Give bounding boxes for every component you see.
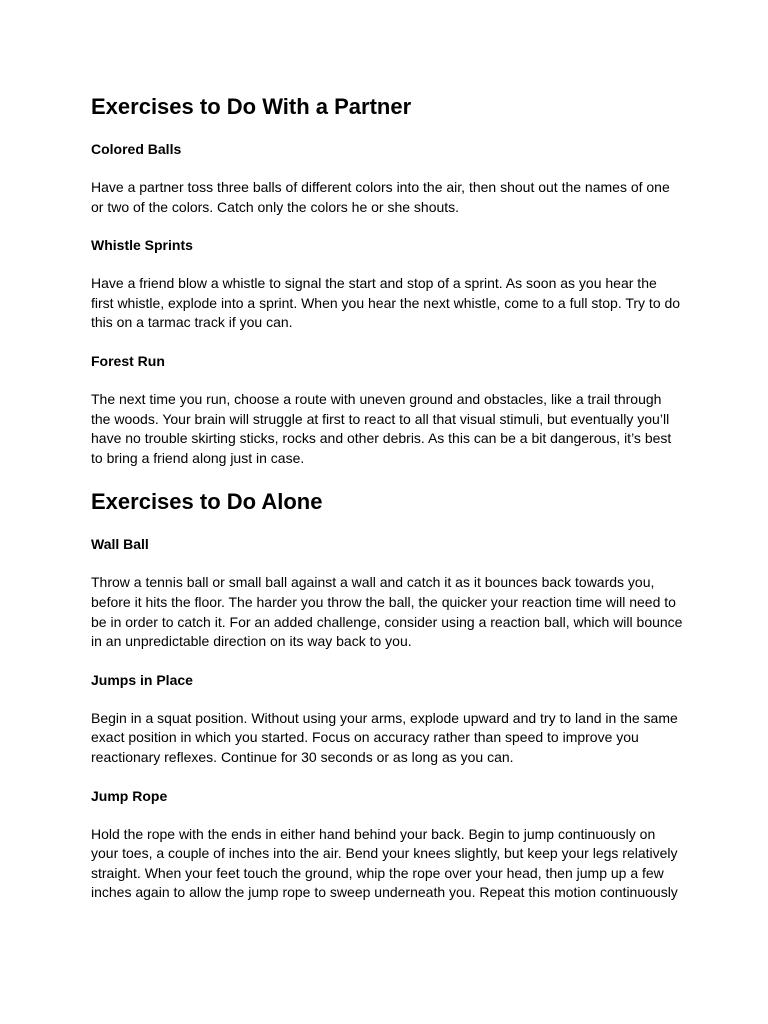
subheading-whistle-sprints: Whistle Sprints	[91, 237, 193, 254]
paragraph-whistle-sprints: Have a friend blow a whistle to signal the start and stop of a sprint. As soon as you hear the first whistle, explode into a sprint. When you hear the next whistle, come to a full stop. Try to do this on a tarmac track if you can.	[91, 275, 681, 331]
section-title-partner: Exercises to Do With a Partner	[91, 94, 412, 119]
paragraph-jump-rope: Hold the rope with the ends in either hand behind your back. Begin to jump continuously on your toes, a couple of inches into the air. Bend your knees slightly, but keep your legs relatively straight. When your feet touch the ground, whip the rope over your head, then jump up a few inches again to allow the jump rope to sweep underneath you. Repeat this motion continuously	[91, 825, 678, 901]
subheading-forest-run: Forest Run	[91, 352, 165, 369]
document-page	[91, 93, 691, 903]
subheading-colored-balls: Colored Balls	[91, 141, 182, 157]
paragraph-wall-ball: Throw a tennis ball or small ball against a wall and catch it as it bounces back towards you, before it hits the floor. The harder you throw the ball, the quicker your reaction time will need to be in order to catch it. For an added challenge, consider using a reaction ball, which will bounce in an unpredictable direction on its way back to you.	[91, 574, 683, 650]
section-title-alone: Exercises to Do Alone	[91, 489, 323, 515]
subheading-wall-ball: Wall Ball	[91, 536, 149, 553]
subheading-jumps-in-place: Jumps in Place	[91, 671, 193, 688]
paragraph-colored-balls: Have a partner toss three balls of different colors into the air, then shout out the names of one or two of the colors. Catch only the colors he or she shouts.	[91, 179, 670, 215]
paragraph-forest-run: The next time you run, choose a route with uneven ground and obstacles, like a trail through the woods. Your brain will struggle at first to react to all that visual stimuli, but eventually you’ll have no trouble skirting sticks, rocks and other debris. As this can be a bit dangerous, it’s best to bring a friend along just in case.	[91, 390, 672, 466]
paragraph-jumps-in-place: Begin in a squat position. Without using your arms, explode upward and try to land in the same exact position in which you started. Focus on accuracy rather than speed to improve you reactionary reflexes. Continue for 30 seconds or as long as you can.	[91, 709, 678, 765]
subheading-jump-rope: Jump Rope	[91, 787, 168, 804]
